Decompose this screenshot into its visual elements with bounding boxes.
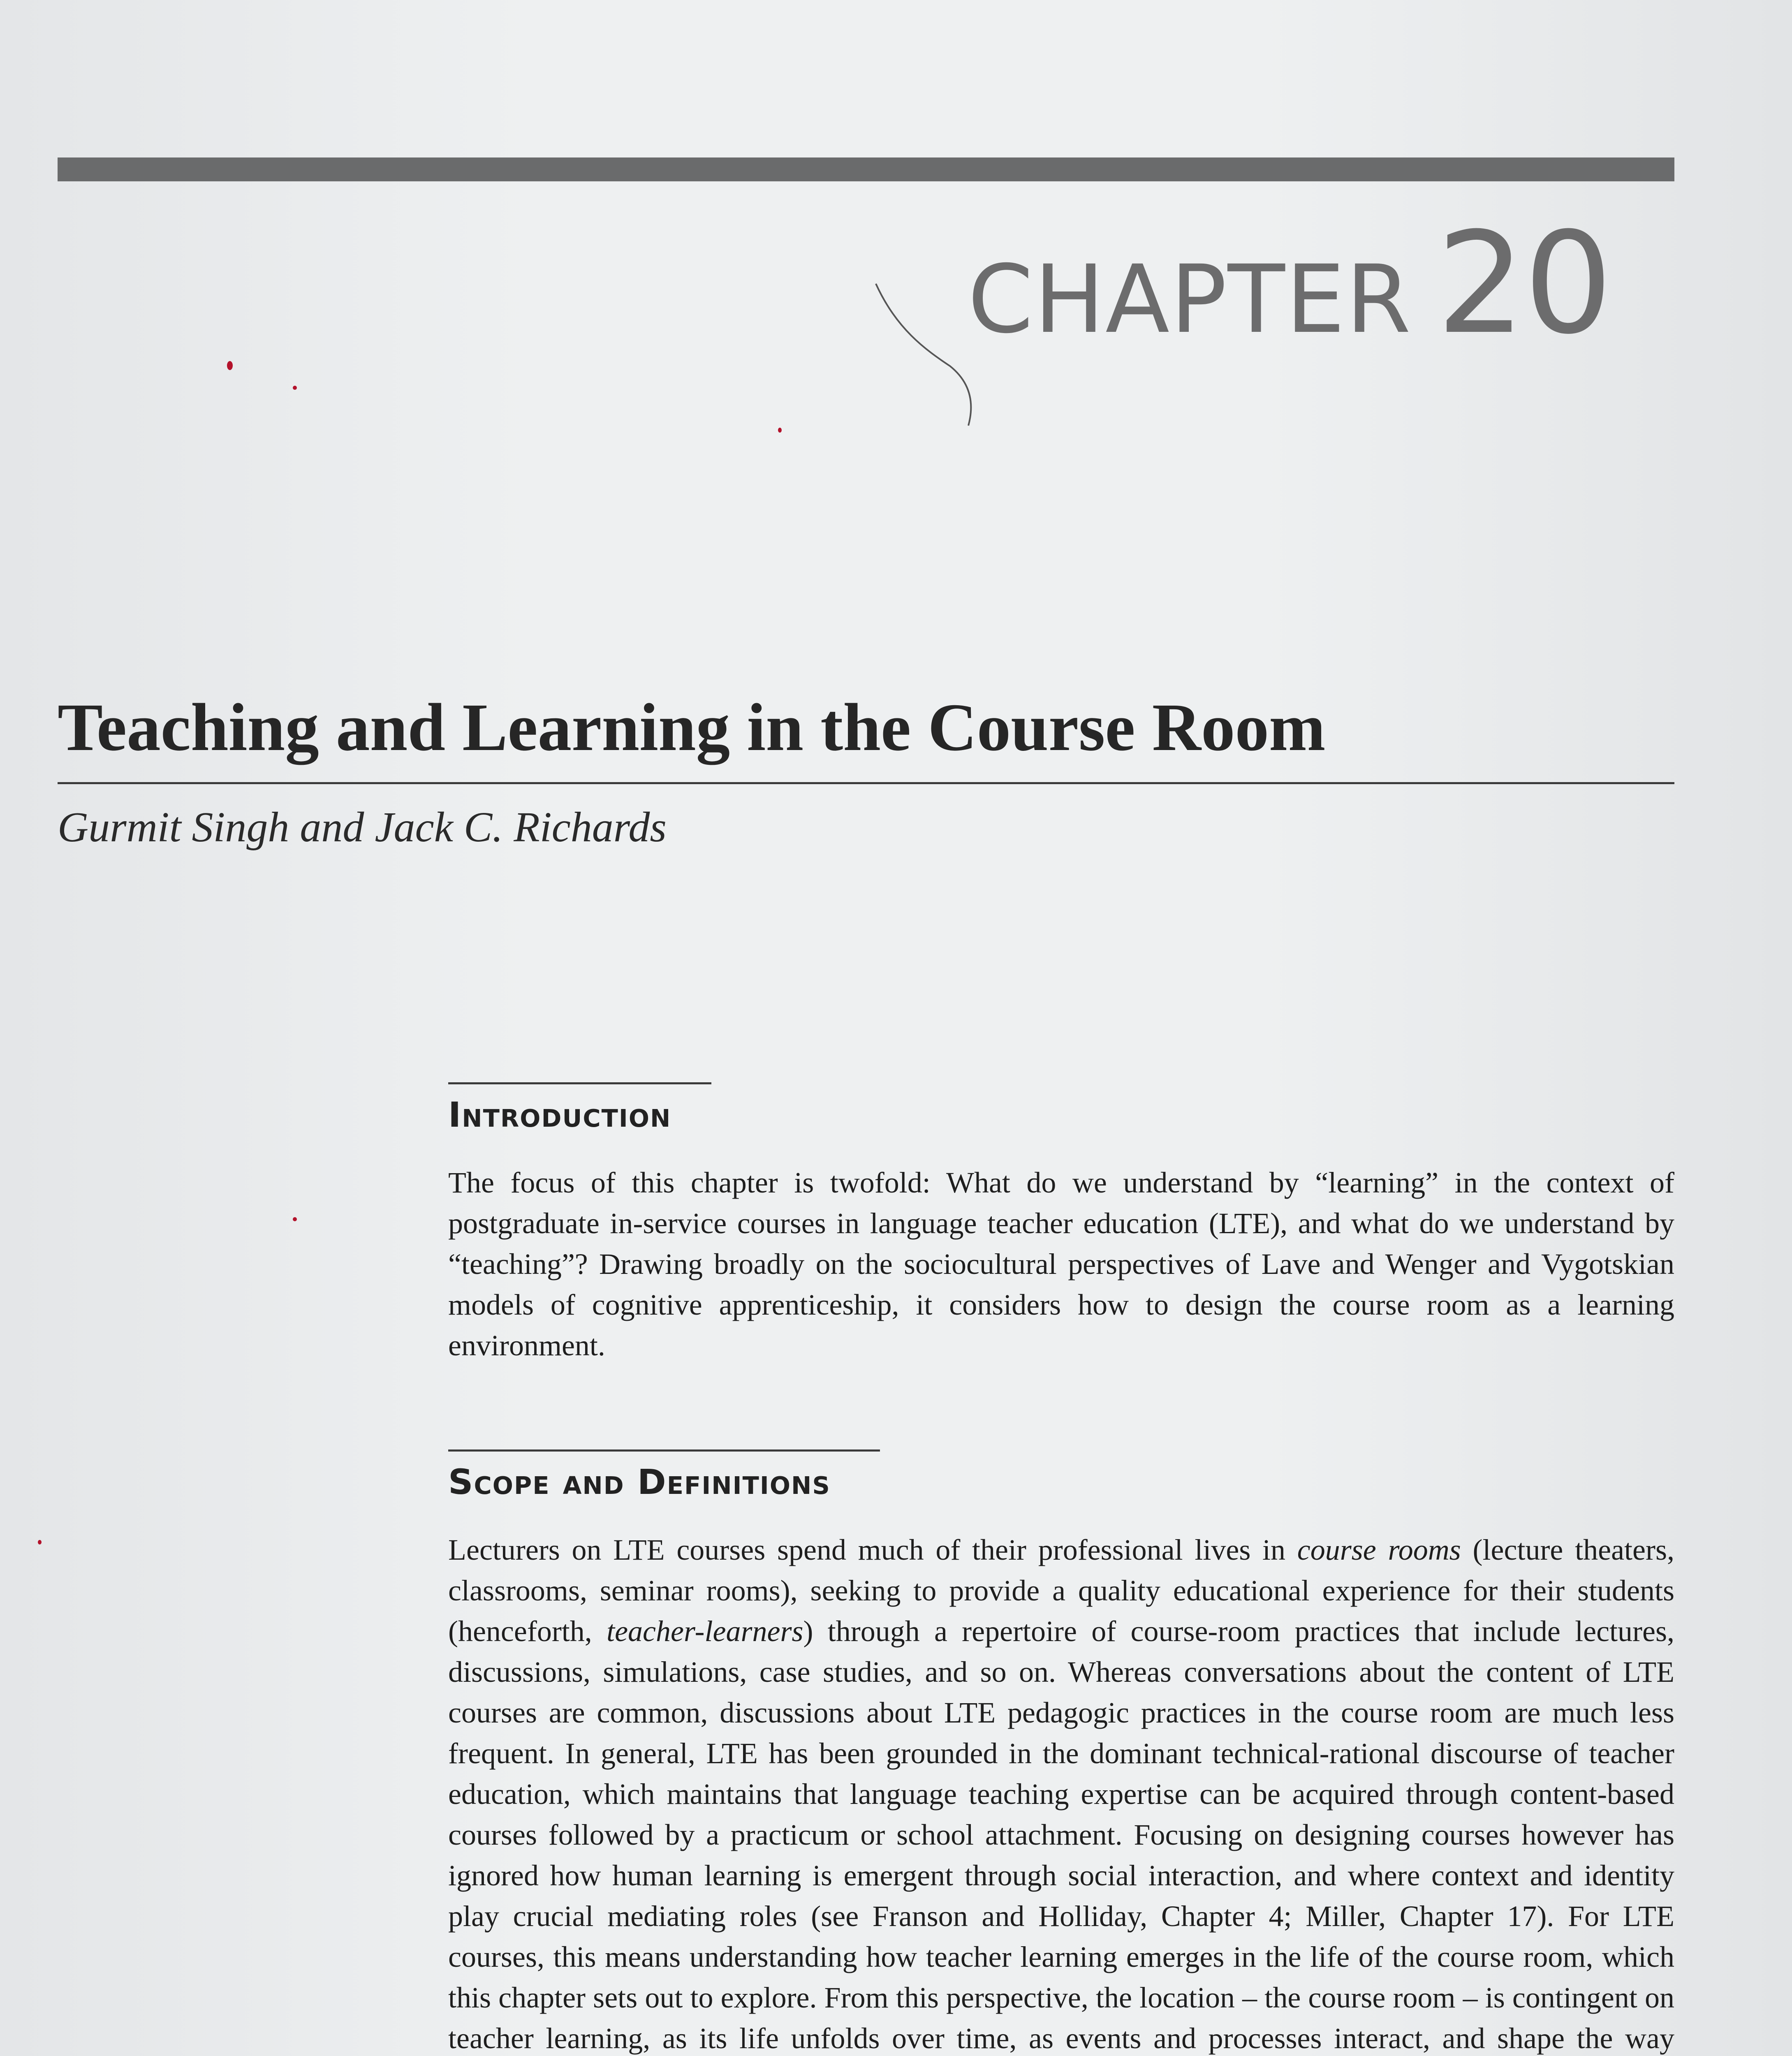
red-ink-mark — [778, 428, 782, 433]
chapter-heading — [968, 202, 1611, 365]
section-rule — [448, 1082, 711, 1084]
chapter-top-rule — [58, 157, 1674, 181]
scope-section — [448, 1449, 1674, 2056]
red-ink-mark — [227, 361, 233, 370]
chapter-word: CHAPTER — [968, 245, 1412, 354]
chapter-number: 20 — [1436, 202, 1611, 365]
chapter-title: Teaching and Learning in the Course Room — [58, 689, 1326, 765]
scope-paragraph-1 — [448, 1530, 1674, 2056]
introduction-section — [448, 1082, 1674, 1366]
authors: Gurmit Singh and Jack C. Richards — [58, 803, 667, 851]
red-ink-mark — [293, 386, 297, 390]
scope-text: ) through a repertoire of course-room practices that include lectures, discussions, simulations, case studies, and so on. Whereas conversations about the content of LTE courses are common, discussions about LTE pedagogic practices in the course room are much less frequent. In general, LTE has been grounded in the dominant technical-rational discourse of teacher education, which maintains that language teaching expertise can be acquired through content-based courses followed by a practicum or school attachment. Focusing on designing courses however has ignored how human learning is emergent through social interaction, and where context and identity play crucial mediating roles (see Franson and Holliday, Chapter 4; Miller, Chapter 17). For LTE courses, this means understanding how teacher learning emerges in the life of the course room, which this chapter sets out to explore. From this perspective, the location – the course room – is contingent on teacher learning, as its life unfolds over time, as events and processes interact, and shape the way — [448, 1615, 1674, 2055]
red-ink-mark — [38, 1540, 42, 1544]
introduction-paragraph: The focus of this chapter is twofold: What do we understand by “learning” in the context of postgraduate in-service courses in language teacher education (LTE), and what do we understand by “teaching”? Drawing broadly on the sociocultural perspectives of Lave and Wenger and Vygotskian models of cognitive apprenticeship, it considers how to design the course room as a learning environment. — [448, 1166, 1674, 1362]
scope-emphasis: teacher-learners — [607, 1615, 803, 1648]
scope-text: Lecturers on LTE courses spend much of their professional lives in — [448, 1533, 1297, 1567]
scope-emphasis: course rooms — [1297, 1533, 1461, 1567]
section-rule — [448, 1449, 880, 1452]
title-rule — [58, 782, 1674, 784]
scope-text: (lecture theaters, classrooms, seminar rooms), seeking to provide a quality educational experience for their students (henceforth, — [448, 1533, 1674, 1648]
section-heading-introduction: Introduction — [448, 1095, 671, 1135]
section-heading-scope: Scope and Definitions — [448, 1462, 831, 1502]
red-ink-mark — [293, 1217, 297, 1221]
